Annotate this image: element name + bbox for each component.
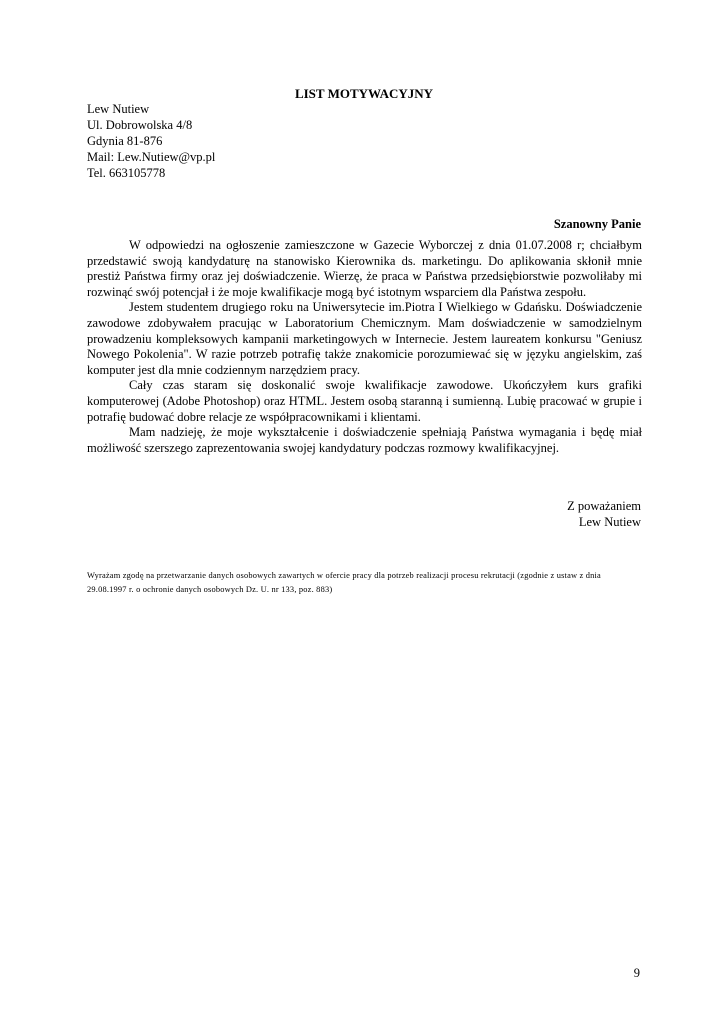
- salutation: Szanowny Panie: [553, 217, 641, 231]
- signature-name: Lew Nutiew: [578, 515, 641, 529]
- consent-clause: Wyrażam zgodę na przetwarzanie danych osobowych zawartych w ofercie pracy dla potrzeb realizacji procesu rekrutacji (zgodnie z ustaw z dnia 29.08.1997 r. o ochronie danych osobowych Dz. U. nr 133, poz. 883): [87, 571, 601, 594]
- sender-block: [87, 101, 215, 181]
- closing-regards: Z poważaniem: [567, 499, 641, 513]
- paragraph: Cały czas staram się doskonalić swoje kwalifikacje zawodowe. Ukończyłem kurs grafiki komputerowej (Adobe Photoshop) oraz HTML. Jestem osobą staranną i sumienną. Lubię pracować w grupie i potrafię budować dobre relacje ze współpracownikami i klientami.: [87, 378, 642, 424]
- letter-body: [87, 238, 642, 456]
- closing-block: [567, 498, 641, 530]
- sender-street: Ul. Dobrowolska 4/8: [87, 118, 193, 132]
- sender-phone: Tel. 663105778: [87, 166, 166, 180]
- paragraph: Jestem studentem drugiego roku na Uniwersytecie im.Piotra I Wielkiego w Gdańsku. Doświadczenie zawodowe zdobywałem pracując w Laboratorium Chemicznym. Mam doświadczenie w samodzielnym prowadzeniu kompleksowych kampanii marketingowych w Internecie. Jestem laureatem konkursu "Geniusz Nowego Pokolenia". W razie potrzeb potrafię także znakomicie porozumiewać się w języku angielskim, zaś komputer jest dla mnie codziennym narzędziem pracy.: [87, 300, 642, 377]
- paragraph: Mam nadzieję, że moje wykształcenie i doświadczenie spełniają Państwa wymagania i będę miał możliwość szerszego zaprezentowania swojej kandydatury podczas rozmowy kwalifikacyjnej.: [87, 425, 642, 455]
- sender-city: Gdynia 81-876: [87, 134, 163, 148]
- sender-name: Lew Nutiew: [87, 102, 150, 116]
- page-number: 9: [633, 966, 640, 980]
- sender-mail: Mail: Lew.Nutiew@vp.pl: [87, 150, 216, 164]
- page-title: LIST MOTYWACYJNY: [294, 86, 434, 101]
- paragraph: W odpowiedzi na ogłoszenie zamieszczone w Gazecie Wyborczej z dnia 01.07.2008 r; chciałbym przedstawić swoją kandydaturę na stanowisko Kierownika ds. marketingu. Do aplikowania skłonił mnie prestiż Państwa firmy oraz jej doświadczenie. Wierzę, że praca w Państwa przedsiębiorstwie pozwoliłaby mi rozwinąć swój potencjał i że moje kwalifikacje mogą być istotnym wsparciem dla Państwa zespołu.: [87, 238, 642, 299]
